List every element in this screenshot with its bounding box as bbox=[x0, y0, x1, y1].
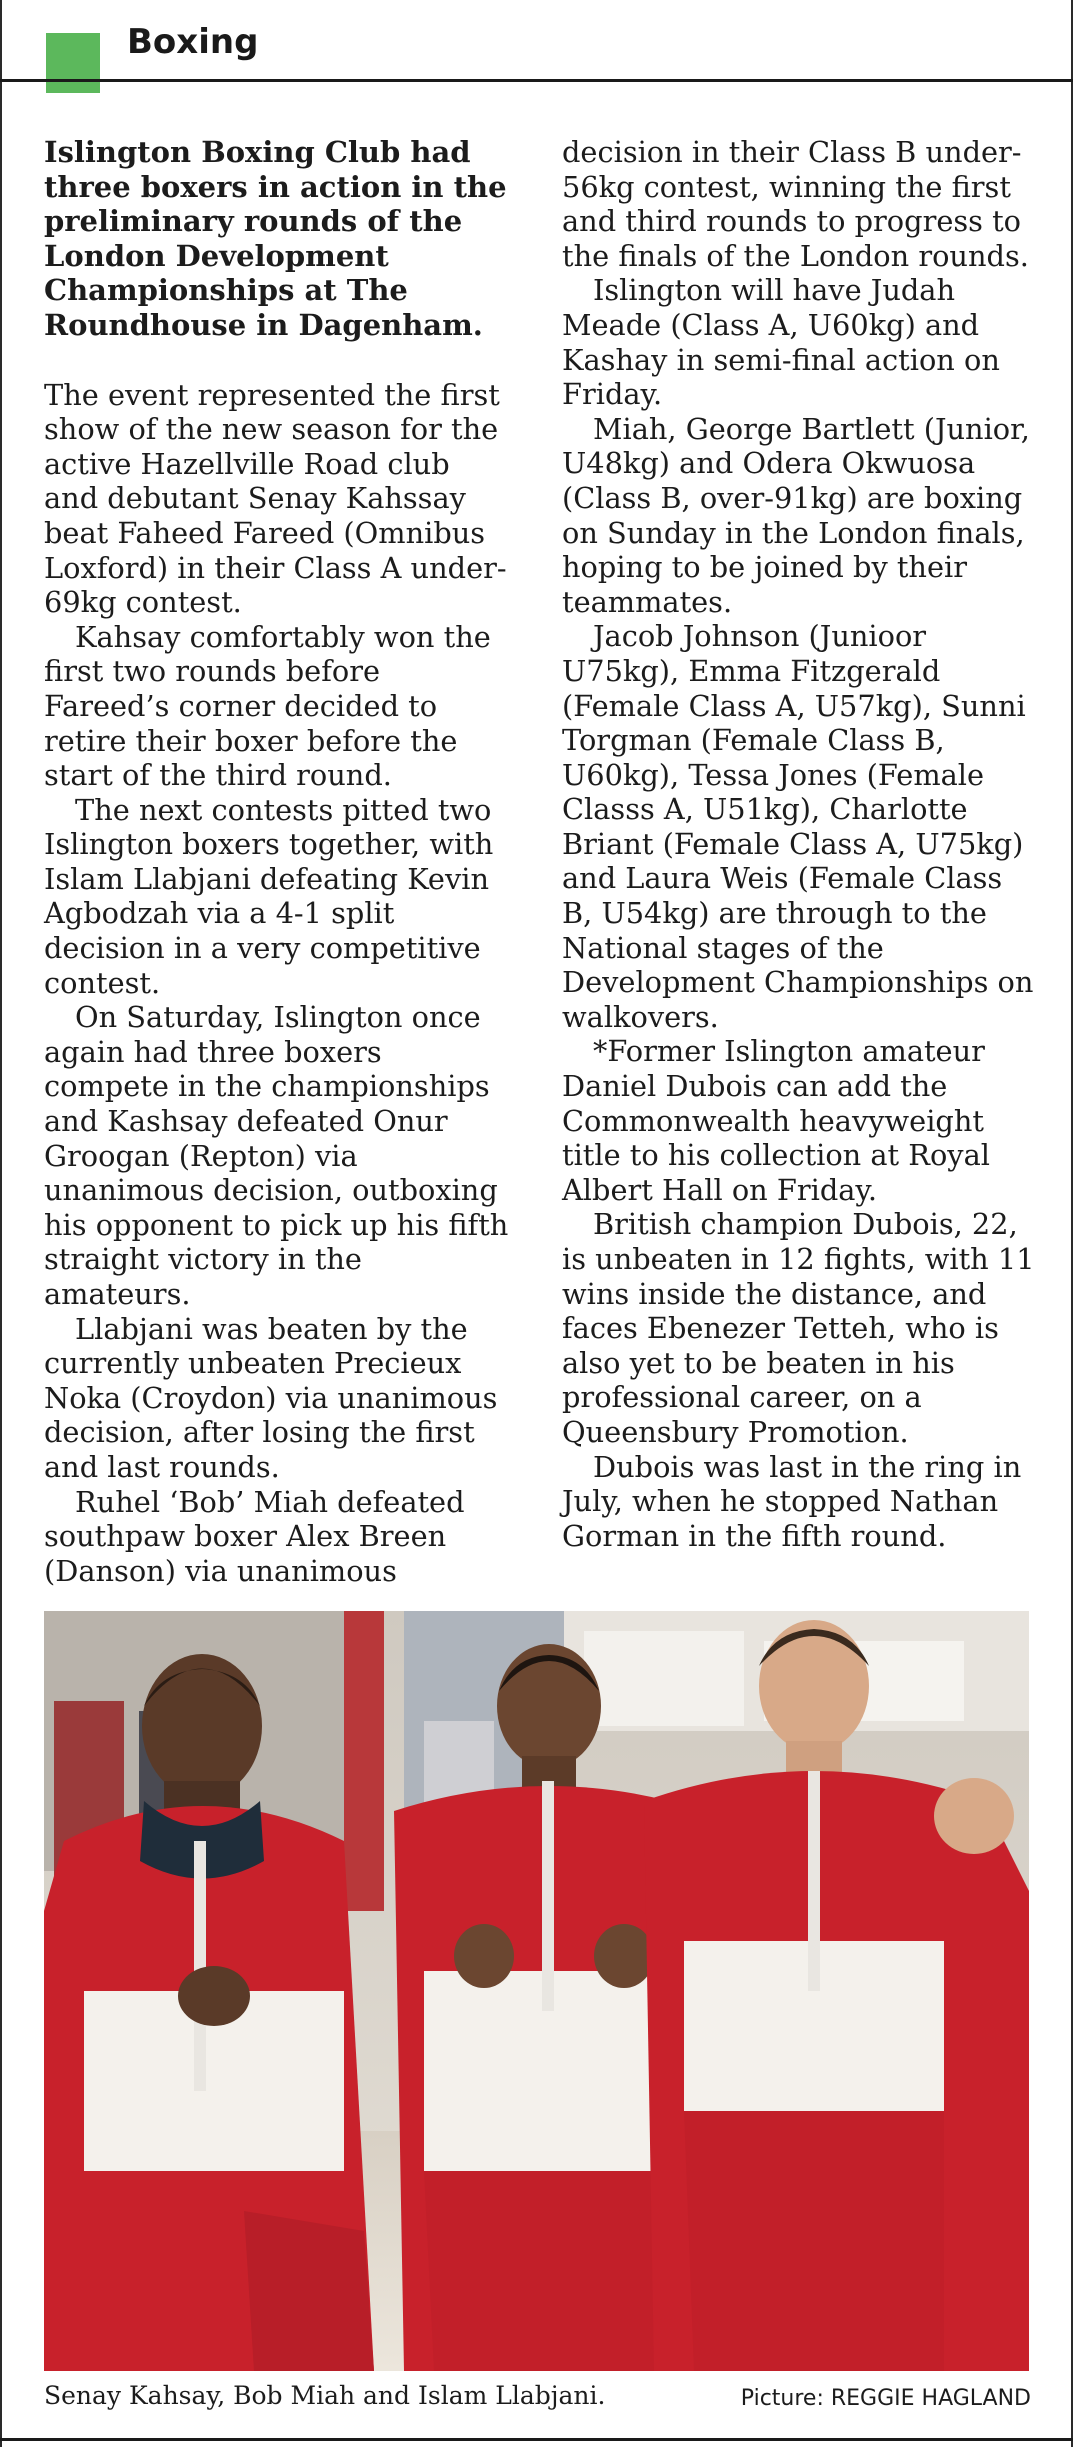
article-column-left bbox=[44, 135, 510, 1588]
article-column-right bbox=[562, 135, 1040, 1553]
article-paragraph: The event represented the first show of the new season for the active Hazellville Road club and debutant Senay Kahssay beat Faheed Fareed (Omnibus Loxford) in their Class A under-69kg contest. bbox=[44, 377, 507, 620]
article-lead: Islington Boxing Club had three boxers in action in the preliminary rounds of the London Development Championships at The Roundhouse in Dagenham. bbox=[44, 135, 507, 342]
article-paragraph: Islington will have Judah Meade (Class A, U60kg) and Kashay in semi-final action on Friday. bbox=[562, 273, 1000, 412]
article-paragraph: Dubois was last in the ring in July, when he stopped Nathan Gorman in the fifth round. bbox=[562, 1449, 1022, 1553]
section-marker bbox=[46, 33, 100, 93]
photo-caption: Senay Kahsay, Bob Miah and Islam Llabjani. bbox=[44, 2381, 606, 2410]
article-paragraph: On Saturday, Islington once again had three boxers compete in the championships and Kashsay defeated Onur Groogan (Repton) via unanimous decision, outboxing his opponent to pick up his fifth straight victory in the amateurs. bbox=[44, 1000, 509, 1311]
footer-rule bbox=[0, 2438, 1073, 2441]
article-paragraph: British champion Dubois, 22, is unbeaten in 12 fights, with 11 wins inside the distance, and faces Ebenezer Tetteh, who is also yet to be beaten in his professional career, on a Queensbury Promotion. bbox=[562, 1207, 1035, 1449]
boxers-photo bbox=[44, 1611, 1029, 2371]
header-rule bbox=[0, 79, 1073, 82]
photo-credit: Picture: REGGIE HAGLAND bbox=[740, 2386, 1031, 2411]
article-paragraph: The next contests pitted two Islington boxers together, with Islam Llabjani defeating Kevin Agbodzah via a 4-1 split decision in a very competitive contest. bbox=[44, 792, 494, 1000]
page-border-left bbox=[0, 0, 2, 2447]
article-paragraph: Miah, George Bartlett (Junior, U48kg) and Odera Okwuosa (Class B, over-91kg) are boxing on Sunday in the London finals, hoping to be joined by their teammates. bbox=[562, 411, 1030, 619]
article-paragraph: decision in their Class B under-56kg contest, winning the first and third rounds to progress to the finals of the London rounds. bbox=[562, 135, 1029, 273]
article-paragraph: Llabjani was beaten by the currently unbeaten Precieux Noka (Croydon) via unanimous decision, after losing the first and last rounds. bbox=[44, 1311, 498, 1484]
article-paragraph: *Former Islington amateur Daniel Dubois can add the Commonwealth heavyweight title to his collection at Royal Albert Hall on Friday. bbox=[562, 1034, 990, 1207]
article-paragraph: Ruhel ‘Bob’ Miah defeated southpaw boxer Alex Breen (Danson) via unanimous bbox=[44, 1484, 465, 1588]
article-paragraph: Jacob Johnson (Junioor U75kg), Emma Fitzgerald (Female Class A, U57kg), Sunni Torgman (Female Class B, U60kg), Tessa Jones (Female Classs A, U51kg), Charlotte Briant (Female Class A, U75kg) and Laura Weis (Female Class B, U54kg) are through to the National stages of the Development Championships on walkovers. bbox=[562, 619, 1034, 1034]
section-title: Boxing bbox=[127, 22, 259, 62]
article-paragraph: Kahsay comfortably won the first two rounds before Fareed’s corner decided to retire their boxer before the start of the third round. bbox=[44, 619, 491, 793]
